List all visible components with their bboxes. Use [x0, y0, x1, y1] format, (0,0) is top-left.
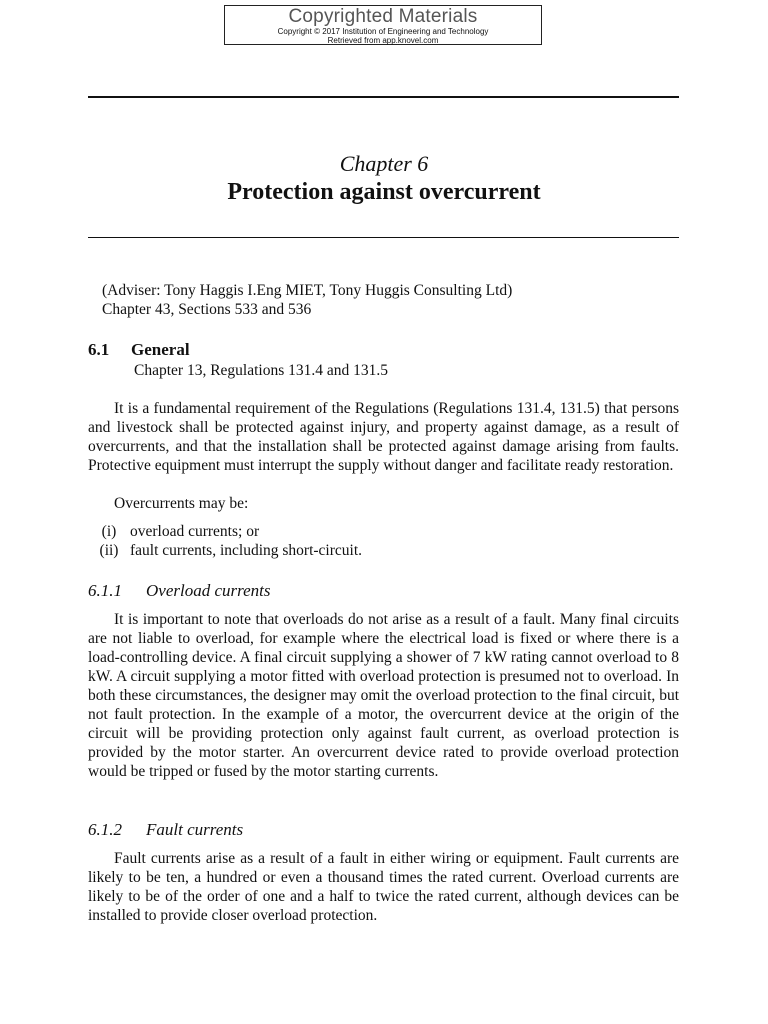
paragraph-overload: It is important to note that overloads do not arise as a result of a fault. Many final circuits are not liable to overload, for example where the electrical load is fixed or where there is a load-controlling device. A final circuit supplying a shower of 7 kW rating cannot overload to 8 kW. A circuit supplying a motor fitted with overload protection is presumed not to overload. In both these circumstances, the designer may omit the overload protection to the final circuit, but not fault protection. In the example of a motor, the overcurrent device at the origin of the circuit will be providing protection only against fault current, as overload protection is provided by the motor starter. An overcurrent device rated to provide overload protection would be tripped or fused by the motor starting currents. — [88, 611, 679, 780]
subsection-number: 6.1.1 — [88, 581, 122, 600]
list-item — [88, 522, 362, 541]
adviser-reference: Chapter 43, Sections 533 and 536 — [102, 301, 312, 318]
subsection-title: Overload currents — [146, 581, 271, 600]
overcurrents-intro: Overcurrents may be: — [114, 495, 249, 512]
list-item-text: fault currents, including short-circuit. — [130, 542, 363, 559]
list-item — [88, 541, 362, 560]
list-item-number: (i) — [101, 523, 117, 540]
section-number: 6.1 — [88, 340, 110, 359]
section-reference: Chapter 13, Regulations 131.4 and 131.5 — [134, 362, 388, 379]
top-divider — [88, 96, 679, 98]
paragraph-general: It is a fundamental requirement of the Regulations (Regulations 131.4, 131.5) that persons and livestock shall be protected against injury, and property against damage, as a result of overcurrents, and that the installation shall be protected against damage arising from faults. Protective equipment must interrupt the supply without danger and facilitate ready restoration. — [88, 400, 679, 474]
adviser-line: (Adviser: Tony Haggis I.Eng MIET, Tony Huggis Consulting Ltd) — [102, 282, 513, 299]
chapter-divider — [88, 237, 679, 238]
paragraph-fault: Fault currents arise as a result of a fault in either wiring or equipment. Fault currents are likely to be ten, a hundred or even a thousand times the rated current. Overload currents are likely to be of the order of one and a half to twice the rated current, although devices can be installed to provide closer overload protection. — [88, 850, 679, 924]
list-item-number: (ii) — [99, 542, 119, 559]
overcurrent-list — [88, 522, 362, 560]
stamp-retrieved-line: Retrieved from app.knovel.com — [327, 36, 439, 45]
section-heading-6-1 — [88, 340, 190, 360]
adviser-block — [102, 281, 512, 319]
subsection-heading-6-1-1 — [88, 581, 271, 601]
subsection-number: 6.1.2 — [88, 820, 122, 839]
copyright-stamp — [224, 5, 542, 45]
stamp-copyright-line: Copyright © 2017 Institution of Engineering and Technology — [277, 27, 489, 36]
subsection-title: Fault currents — [146, 820, 244, 839]
list-item-text: overload currents; or — [130, 523, 260, 540]
chapter-title: Protection against overcurrent — [227, 179, 541, 205]
chapter-label: Chapter 6 — [339, 151, 429, 176]
subsection-heading-6-1-2 — [88, 820, 243, 840]
section-title: General — [131, 340, 190, 359]
stamp-title: Copyrighted Materials — [288, 6, 478, 27]
